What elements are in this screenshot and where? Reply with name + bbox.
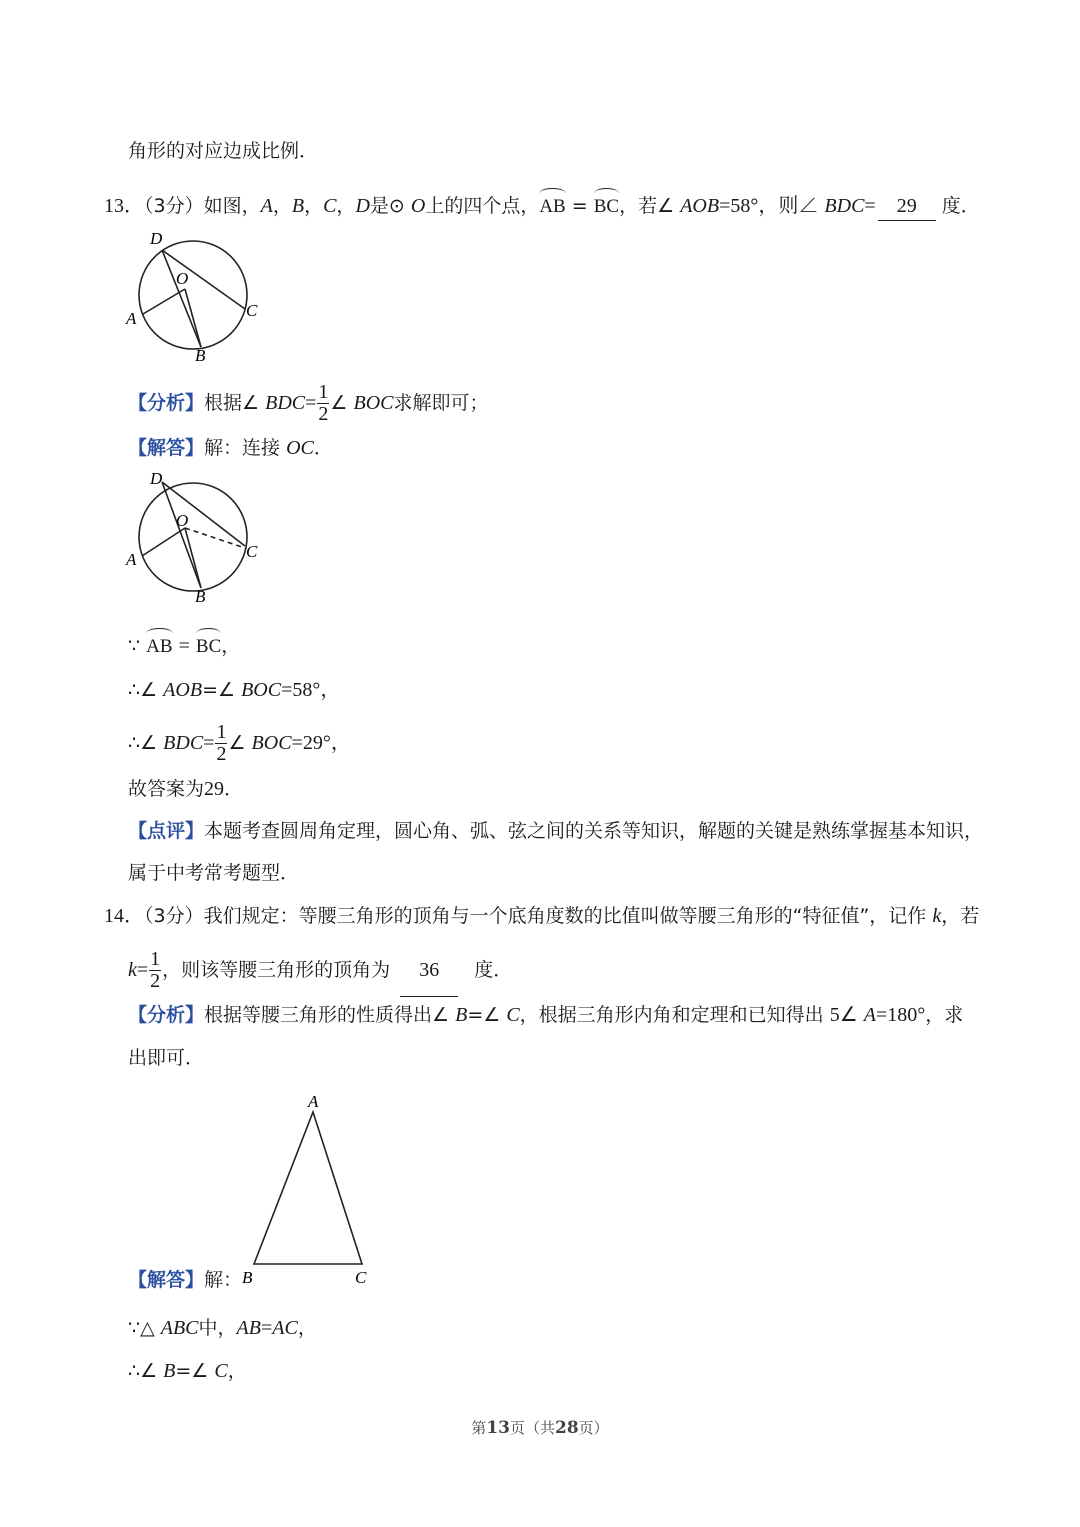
label-b: B xyxy=(195,587,206,606)
q14-step-2: ∴∠ B=∠ C， xyxy=(128,1360,247,1382)
label-d: D xyxy=(150,469,163,488)
analysis-tag: 【分析】 xyxy=(128,1004,205,1026)
q13-solution: 【解答】解：连接 OC． xyxy=(128,437,333,459)
q13-step-2: ∴∠ AOB=∠ BOC=58°， xyxy=(128,679,341,701)
continuation-line: 角形的对应边成比例． xyxy=(128,140,319,162)
arc-bc: BC xyxy=(594,188,619,221)
q14-number: 14． xyxy=(104,905,144,927)
fraction: $\frac{1}{2}$ xyxy=(150,948,161,992)
q14-analysis: 【分析】根据等腰三角形的性质得出∠ B=∠ C，根据三角形内角和定理和已知得出 5∠ A=180°，求 xyxy=(128,1004,964,1026)
q14-question-line2: k= $\frac{1}{2}$ ，则该等腰三角形的顶角为 36 度． xyxy=(128,949,512,997)
fraction: $\frac{1}{2}$ xyxy=(318,381,329,425)
q13-question: 13．（3分）如图，A，B，C，D是⊙ O上的四个点，AB = BC，若∠ AOB=58°，则∠ BDC= 29 度． xyxy=(104,188,980,221)
label-c: C xyxy=(355,1268,367,1287)
q13-conclusion: 故答案为29． xyxy=(128,778,244,800)
q13-answer-blank: 29 xyxy=(878,192,936,221)
solution-tag: 【解答】 xyxy=(128,1269,205,1291)
q13-figure-1 xyxy=(120,226,270,366)
q14-analysis-line2: 出即可． xyxy=(128,1047,205,1069)
solution-tag: 【解答】 xyxy=(128,437,205,459)
q14-answer-blank: 36 xyxy=(400,956,458,997)
q13-comment: 【点评】本题考查圆周角定理，圆心角、弧、弦之间的关系等知识，解题的关键是熟练掌握基本知识， xyxy=(128,820,984,842)
q14-step-1: ∵△ ABC中，AB=AC， xyxy=(128,1317,317,1339)
label-b: B xyxy=(242,1268,253,1287)
label-a: A xyxy=(126,309,137,328)
label-o: O xyxy=(176,511,189,530)
arc-ab: AB xyxy=(539,188,565,221)
q13-figure-2 xyxy=(120,468,270,608)
q14-triangle-figure xyxy=(236,1088,386,1293)
page-number: 13 xyxy=(486,1418,510,1438)
page-footer: 第13页（共28页） xyxy=(471,1418,609,1438)
page-total: 28 xyxy=(555,1418,579,1438)
label-o: O xyxy=(176,269,189,288)
q13-step-3: ∴∠ BDC= $\frac{1}{2}$ ∠ BOC=29°， xyxy=(128,721,351,765)
q14-question: 14．（3分）我们规定：等腰三角形的顶角与一个底角度数的比值叫做等腰三角形的“特征值”，记作 k，若 xyxy=(104,905,980,927)
arc-bc: BC xyxy=(196,628,221,661)
fraction: $\frac{1}{2}$ xyxy=(216,721,227,765)
analysis-tag: 【分析】 xyxy=(128,392,205,414)
q13-comment-line2: 属于中考常考题型． xyxy=(128,862,300,884)
q13-score: （3分） xyxy=(144,195,204,217)
label-a: A xyxy=(308,1092,319,1111)
q13-number: 13． xyxy=(104,195,144,217)
label-b: B xyxy=(195,346,206,365)
q13-analysis: 【分析】根据∠ BDC= $\frac{1}{2}$ ∠ BOC求解即可； xyxy=(128,381,489,425)
q14-solution: 【解答】解： xyxy=(128,1269,243,1291)
q13-step-1: ∵ AB = BC， xyxy=(128,628,240,661)
label-c: C xyxy=(246,301,258,320)
q14-score: （3分） xyxy=(144,905,204,927)
arc-ab: AB xyxy=(146,628,172,661)
comment-tag: 【点评】 xyxy=(128,820,205,842)
label-c: C xyxy=(246,542,258,561)
label-a: A xyxy=(126,550,137,569)
label-d: D xyxy=(150,229,163,248)
